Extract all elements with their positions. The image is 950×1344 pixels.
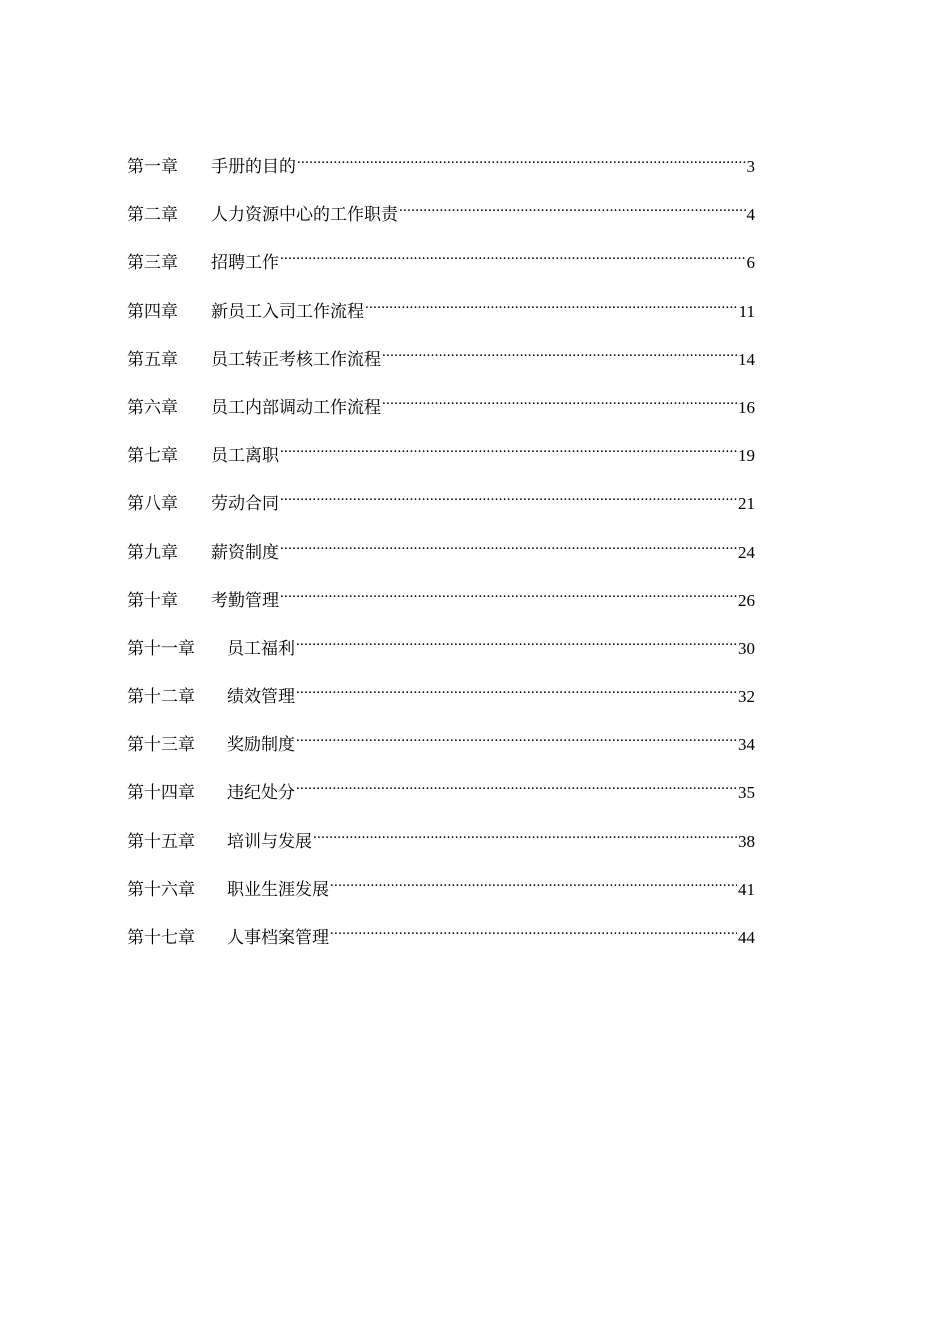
chapter-number: 第八章 (127, 494, 178, 515)
chapter-title: 招聘工作 (211, 253, 279, 274)
chapter-title: 劳动合同 (211, 494, 279, 515)
page-number: 41 (738, 879, 755, 899)
dot-leader (280, 443, 737, 461)
page-number: 24 (738, 542, 755, 562)
toc-entry[interactable] (127, 921, 755, 969)
page-number: 34 (738, 735, 755, 755)
toc-entry[interactable] (127, 632, 755, 680)
page-number: 21 (738, 494, 755, 514)
dot-leader (330, 877, 737, 895)
chapter-number: 第十五章 (127, 831, 195, 852)
toc-entry[interactable] (127, 776, 755, 824)
chapter-number: 第三章 (127, 253, 178, 274)
dot-leader (296, 684, 737, 702)
dot-leader (280, 491, 737, 509)
toc-entry[interactable] (127, 198, 755, 246)
dot-leader (313, 829, 737, 847)
chapter-title: 培训与发展 (227, 831, 312, 852)
page-number: 11 (738, 301, 755, 321)
chapter-title: 人事档案管理 (227, 928, 329, 948)
dot-leader (382, 395, 737, 413)
chapter-number: 第一章 (127, 157, 178, 177)
dot-leader (382, 347, 737, 365)
table-of-contents (127, 150, 755, 969)
toc-entry[interactable] (127, 487, 755, 535)
chapter-title: 职业生涯发展 (227, 879, 329, 900)
dot-leader (365, 299, 738, 317)
chapter-title: 手册的目的 (211, 157, 296, 177)
chapter-number: 第九章 (127, 542, 178, 563)
dot-leader (399, 202, 746, 220)
dot-leader (297, 154, 746, 172)
dot-leader (296, 732, 737, 750)
chapter-title: 绩效管理 (227, 687, 295, 708)
dot-leader (280, 588, 737, 606)
chapter-number: 第十一章 (127, 638, 195, 659)
page-number: 4 (746, 205, 755, 225)
page-number: 26 (738, 590, 755, 610)
chapter-title: 奖励制度 (227, 735, 295, 756)
chapter-title: 员工福利 (227, 638, 295, 659)
toc-entry[interactable] (127, 439, 755, 487)
toc-entry[interactable] (127, 343, 755, 391)
chapter-number: 第七章 (127, 446, 178, 467)
page-number: 3 (746, 157, 755, 176)
dot-leader (280, 250, 746, 268)
chapter-title: 员工离职 (211, 446, 279, 467)
chapter-title: 员工转正考核工作流程 (211, 349, 381, 370)
chapter-number: 第十六章 (127, 879, 195, 900)
page-number: 6 (746, 253, 755, 273)
chapter-number: 第十四章 (127, 783, 195, 804)
chapter-title: 考勤管理 (211, 590, 279, 611)
page-number: 16 (738, 397, 755, 417)
chapter-number: 第二章 (127, 205, 178, 226)
dot-leader (296, 636, 737, 654)
toc-entry[interactable] (127, 246, 755, 294)
chapter-title: 员工内部调动工作流程 (211, 397, 381, 418)
dot-leader (330, 925, 737, 943)
toc-entry[interactable] (127, 825, 755, 873)
toc-entry[interactable] (127, 536, 755, 584)
chapter-number: 第十章 (127, 590, 178, 611)
chapter-title: 新员工入司工作流程 (211, 301, 364, 322)
toc-entry[interactable] (127, 873, 755, 921)
dot-leader (280, 540, 737, 558)
page-number: 19 (738, 446, 755, 466)
chapter-number: 第十三章 (127, 735, 195, 756)
toc-entry[interactable] (127, 295, 755, 343)
page-number: 14 (738, 349, 755, 369)
page-number: 35 (738, 783, 755, 803)
dot-leader (296, 780, 737, 798)
toc-entry[interactable] (127, 391, 755, 439)
toc-entry[interactable] (127, 150, 755, 198)
toc-entry[interactable] (127, 680, 755, 728)
page-number: 32 (738, 687, 755, 707)
page-number: 38 (738, 831, 755, 851)
toc-entry[interactable] (127, 584, 755, 632)
chapter-number: 第五章 (127, 349, 178, 370)
chapter-number: 第十二章 (127, 687, 195, 708)
chapter-title: 薪资制度 (211, 542, 279, 563)
chapter-number: 第十七章 (127, 928, 195, 948)
chapter-title: 人力资源中心的工作职责 (211, 205, 398, 226)
toc-entry[interactable] (127, 728, 755, 776)
chapter-number: 第四章 (127, 301, 178, 322)
page-number: 30 (738, 638, 755, 658)
chapter-title: 违纪处分 (227, 783, 295, 804)
chapter-number: 第六章 (127, 397, 178, 418)
page-number: 44 (738, 928, 755, 947)
